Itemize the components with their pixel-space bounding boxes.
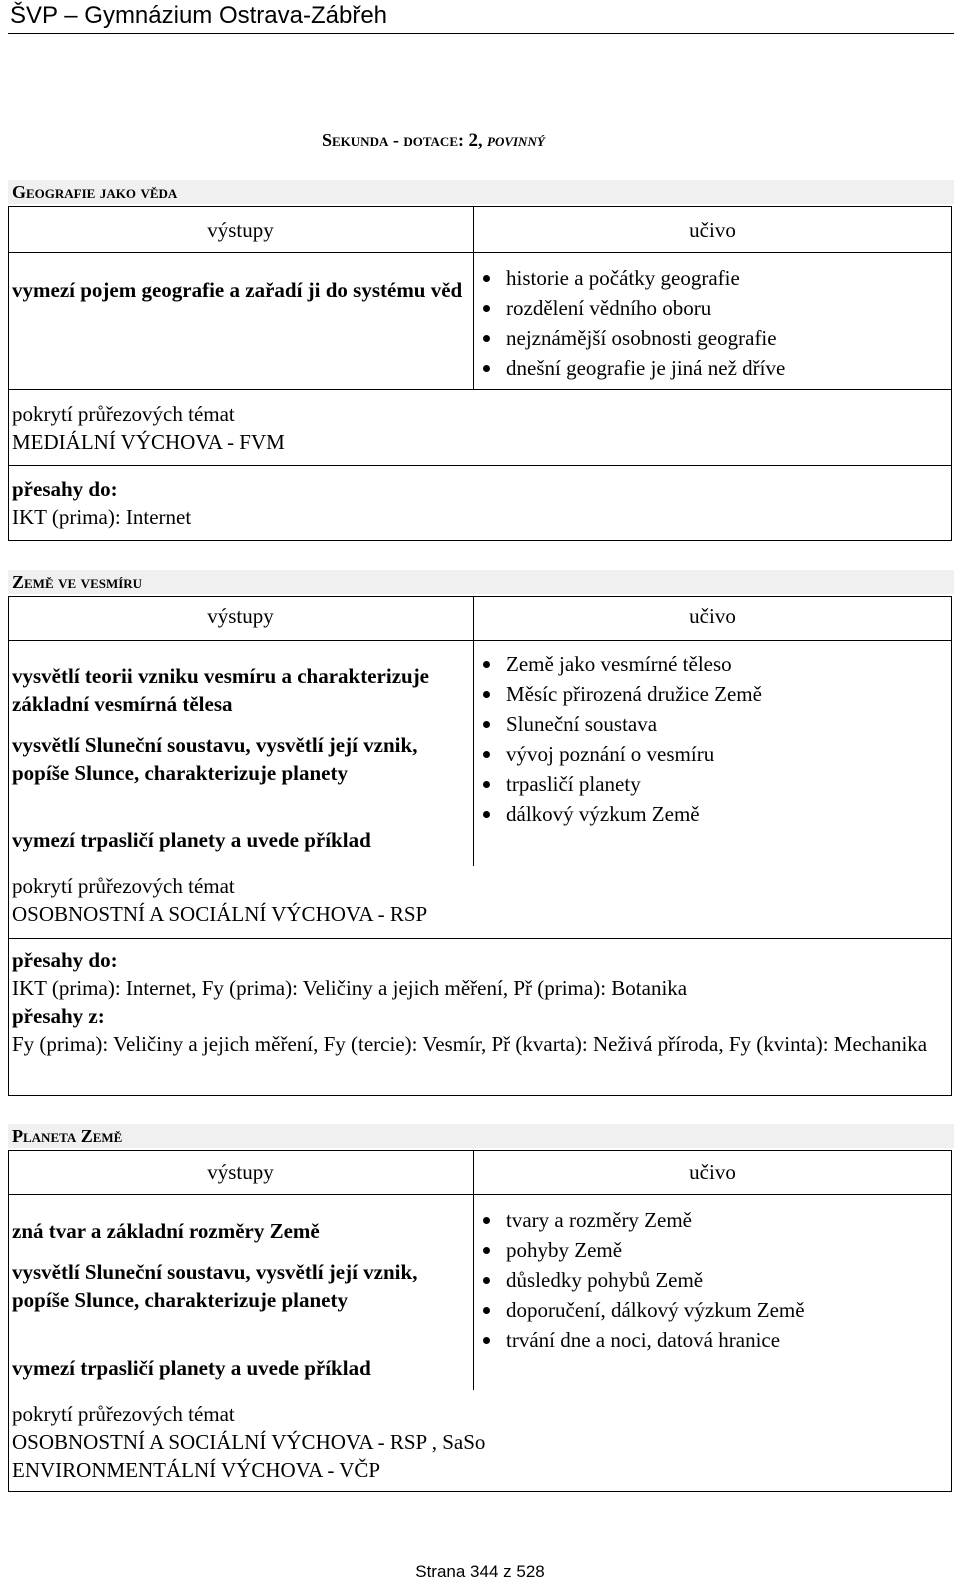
content-list-item: trpasličí planety [478,769,948,799]
section-2-content-list [478,649,948,829]
content-list-item: Sluneční soustava [478,709,948,739]
section-1-body-rule [8,389,952,390]
section-1-content-header: učivo [689,218,736,242]
content-list-item: trvání dne a noci, datová hranice [478,1325,948,1355]
content-list-item: historie a počátky geografie [478,263,948,293]
section-3-output-item: vysvětlí Sluneční soustavu, vysvětlí její vznik, popíše Slunce, charakterizuje planety [12,1260,418,1312]
section-1-coverage [12,400,942,456]
content-list-item: důsledky pohybů Země [478,1265,948,1295]
section-1-overlaps [12,475,942,531]
content-list-item: dnešní geografie je jiná než dříve [478,353,948,383]
coverage-label: pokrytí průřezových témat [12,874,235,898]
section-3-content-list [478,1205,948,1355]
section-2-title-bar [8,570,954,594]
content-list-item: nejznámější osobnosti geografie [478,323,948,353]
page-number: Strana 344 z 528 [415,1562,545,1581]
coverage-item: ENVIRONMENTÁLNÍ VÝCHOVA - VČP [12,1458,381,1482]
overlaps-from-text: Fy (prima): Veličiny a jejich měření, Fy (tercie): Vesmír, Př (kvarta): Neživá příroda, Fy (kvinta): Mechanika [12,1032,928,1056]
section-1-title: Geografie jako věda [12,182,178,202]
coverage-label: pokrytí průřezových témat [12,1402,235,1426]
section-1-outputs-header: výstupy [207,218,274,242]
header-rule [8,33,954,34]
subtitle-prefix: Sekunda - dotace: [322,130,469,150]
overlaps-from-label: přesahy z: [12,1004,105,1028]
section-3-content-header: učivo [689,1160,736,1184]
section-3-title-bar [8,1124,954,1148]
section-3-coverage [12,1400,942,1484]
content-list-item: dálkový výzkum Země [478,799,948,829]
section-1-content-list [478,263,948,383]
content-list-item: Měsíc přirozená družice Země [478,679,948,709]
subtitle-sep: , [478,130,487,150]
content-list-item: vývoj poznání o vesmíru [478,739,948,769]
section-2-overlaps [12,946,942,1058]
subtitle-hours: 2 [468,130,478,151]
coverage-item: MEDIÁLNÍ VÝCHOVA - FVM [12,430,285,454]
section-3-column-divider [473,1150,474,1390]
section-3-header-rule [8,1194,952,1195]
content-list-item: Země jako vesmírné těleso [478,649,948,679]
section-2-outputs-header: výstupy [207,604,274,628]
content-list-item: rozdělení vědního oboru [478,293,948,323]
content-list-item: doporučení, dálkový výzkum Země [478,1295,948,1325]
section-2-coverage-rule [8,938,952,939]
overlaps-to-text: IKT (prima): Internet [12,505,192,529]
section-1-coverage-rule [8,465,952,466]
section-1-output-item: vymezí pojem geografie a zařadí ji do systému věd [12,278,463,302]
section-3-output-item: vymezí trpasličí planety a uvede příklad [12,1356,371,1380]
grade-subtitle [322,130,545,152]
overlaps-to-label: přesahy do: [12,948,118,972]
section-3-title: Planeta Země [12,1126,123,1146]
document-header-title: ŠVP – Gymnázium Ostrava-Zábřeh [10,2,388,29]
section-2-title: Země ve vesmíru [12,572,143,592]
coverage-item: OSOBNOSTNÍ A SOCIÁLNÍ VÝCHOVA - RSP , SaSo [12,1430,486,1454]
content-list-item: pohyby Země [478,1235,948,1265]
coverage-label: pokrytí průřezových témat [12,402,235,426]
section-2-coverage [12,872,942,928]
coverage-item: OSOBNOSTNÍ A SOCIÁLNÍ VÝCHOVA - RSP [12,902,428,926]
section-3-outputs-header: výstupy [207,1160,274,1184]
section-2-output-item: vysvětlí teorii vzniku vesmíru a charakterizuje základní vesmírná tělesa [12,664,430,716]
overlaps-to-text: IKT (prima): Internet, Fy (prima): Veličiny a jejich měření, Př (prima): Botanika [12,976,688,1000]
subtitle-mandatory: povinný [487,130,545,150]
section-2-output-item: vymezí trpasličí planety a uvede příklad [12,828,371,852]
overlaps-to-label: přesahy do: [12,477,118,501]
section-3-output-item: zná tvar a základní rozměry Země [12,1219,320,1243]
section-2-content-header: učivo [689,604,736,628]
section-2-column-divider [473,596,474,866]
section-2-output-item: vysvětlí Sluneční soustavu, vysvětlí její vznik, popíše Slunce, charakterizuje planety [12,733,418,785]
section-1-header-rule [8,252,952,253]
section-2-header-rule [8,640,952,641]
content-list-item: tvary a rozměry Země [478,1205,948,1235]
